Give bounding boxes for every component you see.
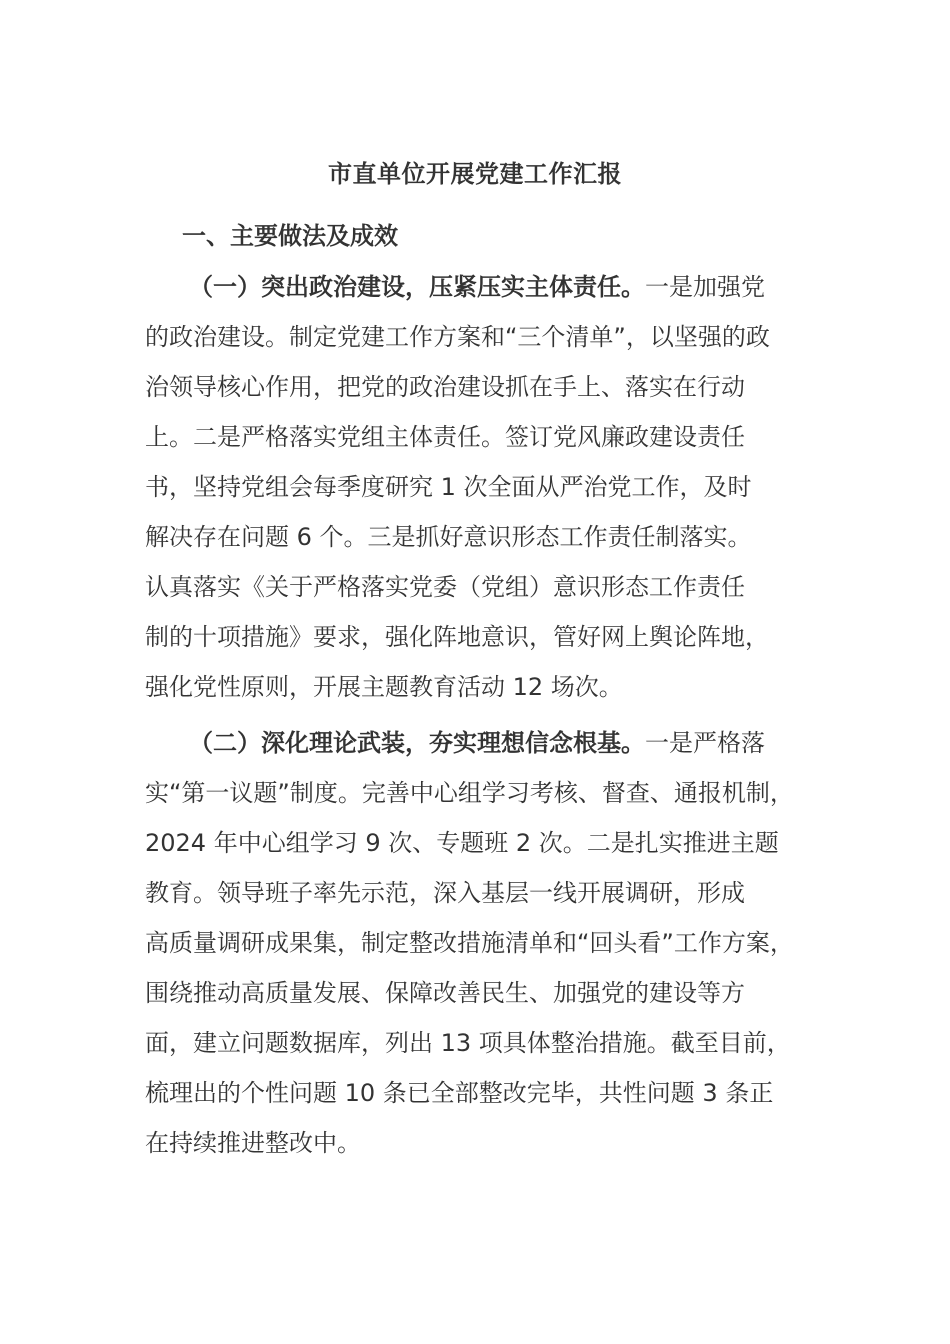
paragraph-line [145, 718, 830, 768]
paragraph-line: 的政治建设。制定党建工作方案和“三个清单”，以坚强的政 [145, 323, 770, 351]
paragraph-line: 认真落实《关于严格落实党委（党组）意识形态工作责任 [145, 573, 745, 601]
paragraph-line: 制的十项措施》要求，强化阵地意识，管好网上舆论阵地， [145, 623, 769, 651]
paragraph-text: 一是加强党 [645, 273, 765, 301]
section-heading: 一、主要做法及成效 [182, 222, 398, 250]
paragraph-political-construction [145, 262, 830, 712]
paragraph-line [145, 262, 830, 312]
paragraph-line: 面，建立问题数据库，列出 13 项具体整治措施。截至目前， [145, 1029, 791, 1057]
paragraph-line: 解决存在问题 6 个。三是抓好意识形态工作责任制落实。 [145, 523, 752, 551]
paragraph-lead: （一）突出政治建设，压紧压实主体责任。 [189, 273, 645, 301]
paragraph-line: 书，坚持党组会每季度研究 1 次全面从严治党工作，及时 [145, 473, 752, 501]
paragraph-line: 治领导核心作用，把党的政治建设抓在手上、落实在行动 [145, 373, 745, 401]
paragraph-line: 上。二是严格落实党组主体责任。签订党风廉政建设责任 [145, 423, 745, 451]
paragraph-line: 2024 年中心组学习 9 次、专题班 2 次。二是扎实推进主题 [145, 829, 779, 857]
paragraph-text: 一是严格落 [645, 729, 765, 757]
document-title: 市直单位开展党建工作汇报 [328, 160, 622, 188]
paragraph-lead: （二）深化理论武装，夯实理想信念根基。 [189, 729, 645, 757]
paragraph-line: 高质量调研成果集，制定整改措施清单和“回头看”工作方案， [145, 929, 794, 957]
paragraph-line: 围绕推动高质量发展、保障改善民生、加强党的建设等方 [145, 979, 745, 1007]
paragraph-line: 教育。领导班子率先示范，深入基层一线开展调研，形成 [145, 879, 745, 907]
paragraph-theoretical-armament [145, 718, 830, 1168]
paragraph-line: 在持续推进整改中。 [145, 1129, 361, 1157]
paragraph-line: 实“第一议题”制度。完善中心组学习考核、督查、通报机制， [145, 779, 794, 807]
paragraph-line: 强化党性原则，开展主题教育活动 12 场次。 [145, 673, 623, 701]
paragraph-line: 梳理出的个性问题 10 条已全部整改完毕，共性问题 3 条正 [145, 1079, 774, 1107]
